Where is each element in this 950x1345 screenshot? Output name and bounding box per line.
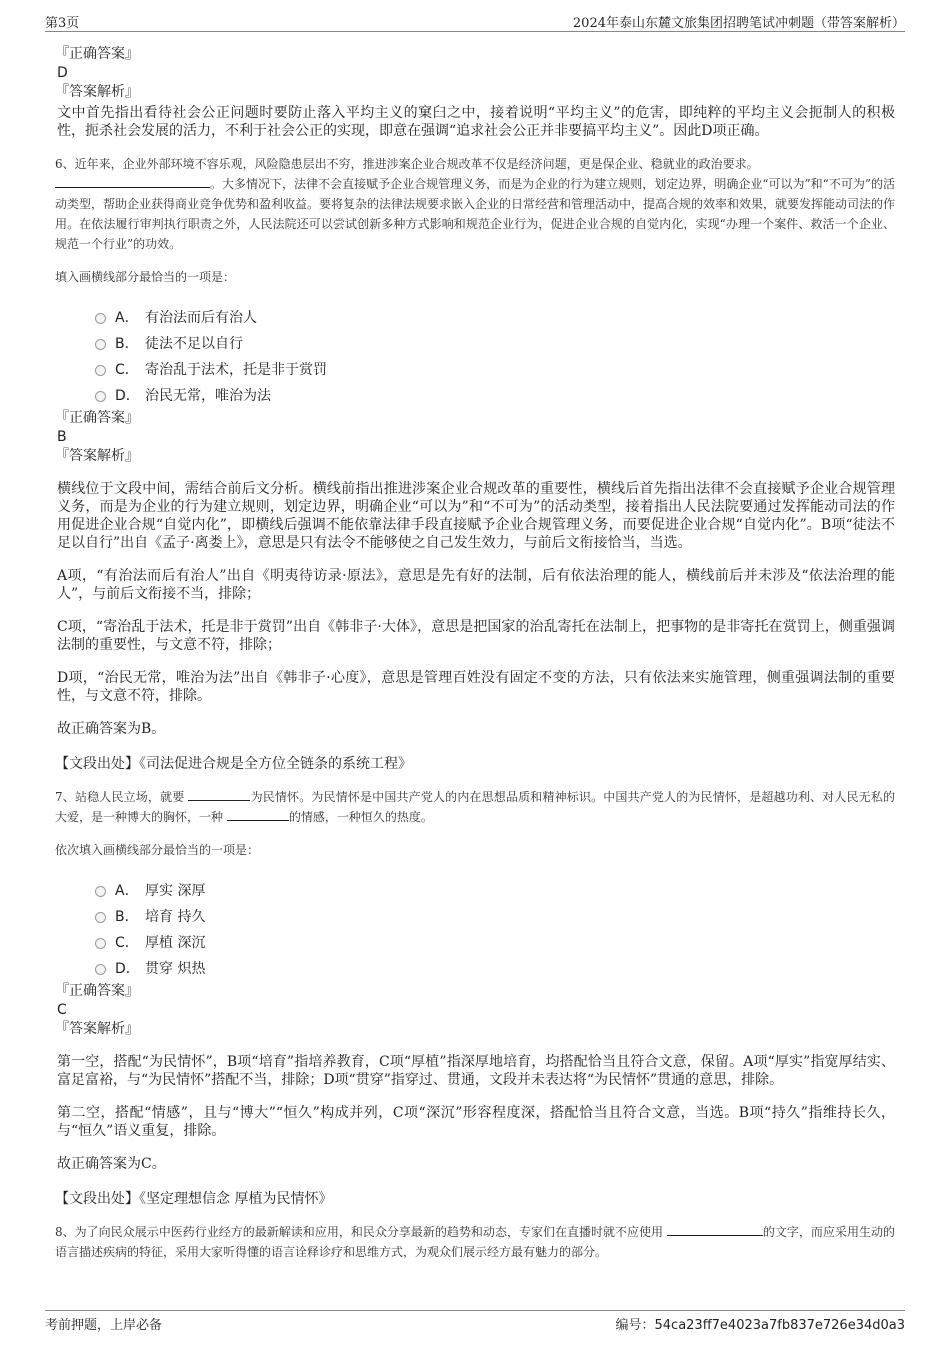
q5-analysis: 文中首先指出看待社会公正问题时要防止落入平均主义的窠臼之中，接着说明“平均主义”的危害，即纯粹的平均主义会扼制人的积极性，扼杀社会发展的活力，不利于社会公正的实现，即意在强调“追求社会公正并非要搞平均主义”。因此D项正确。 (57, 105, 895, 139)
footer-slogan: 考前押题，上岸必备 (45, 1318, 163, 1333)
document-code: 编号：54ca23ff7e4023a7fb837e726e34d0a3 (615, 1318, 905, 1333)
q7-source: 【文段出处】《坚定理想信念 厚植为民情怀》 (55, 1191, 333, 1207)
q6-prompt: 填入画横线部分最恰当的一项是： (55, 270, 236, 284)
radio-button[interactable] (95, 938, 106, 949)
correct-answer-label: 『正确答案』 (55, 410, 139, 426)
q7-stem: 7、站稳人民立场，就要 为民情怀。为民情怀是中国共产党人的内在思想品质和精神标识。中国共产党人的为民情怀，是超越功利、对人民无私的大爱，是一种博大的胸怀，一种 的情感，一种恒久的热度。 (55, 790, 895, 824)
q6-blank (55, 175, 210, 188)
q8-stem: 8、为了向民众展示中医药行业经方的最新解读和应用，和民众分享最新的趋势和动态，专家们在直播时就不应使用 的文字，而应采用生动的语言描述疾病的特征，采用大家听得懂的语言诠释诊疗和思维方式，为观众们展示经方最有魅力的部分。 (55, 1225, 895, 1259)
radio-button[interactable] (95, 912, 106, 923)
q7-blank-2 (227, 808, 289, 821)
q6-options (55, 305, 895, 409)
correct-answer-label: 『正确答案』 (55, 46, 139, 62)
q7-prompt: 依次填入画横线部分最恰当的一项是： (55, 843, 260, 857)
q7-analysis-p2: 第二空，搭配“情感”，且与“博大”“恒久”构成并列，C项“深沉”形容程度深，搭配恰当且符合文意，当选。B项“持久”指维持长久，与“恒久”语义重复，排除。 (57, 1105, 895, 1139)
q6-analysis-p4: D项，“治民无常，唯治为法”出自《韩非子·心度》，意思是管理百姓没有固定不变的方法，只有依法来实施管理，侧重强调法制的重要性，与文意不符，排除。 (57, 670, 895, 704)
q6-analysis-conclusion: 故正确答案为B。 (57, 721, 166, 737)
correct-answer-label: 『正确答案』 (55, 983, 139, 999)
radio-button[interactable] (95, 313, 106, 324)
q6-answer: B (57, 429, 67, 445)
q7-option-c[interactable]: C． 厚植 深沉 (95, 930, 895, 956)
q8-blank (667, 1223, 763, 1236)
q7-blank-1 (188, 788, 250, 801)
q6-source: 【文段出处】《司法促进合规是全方位全链条的系统工程》 (55, 756, 412, 772)
footer-divider (45, 1310, 905, 1311)
document-body (55, 45, 895, 1262)
q6-analysis-p3: C项，“寄治乱于法术，托是非于赏罚”出自《韩非子·大体》，意思是把国家的治乱寄托在法制上，把事物的是非寄托在赏罚上，侧重强调法制的重要性，与文意不符，排除； (57, 619, 895, 653)
q6-option-d[interactable]: D． 治民无常，唯治为法 (95, 383, 895, 409)
radio-button[interactable] (95, 964, 106, 975)
q6-option-c[interactable]: C． 寄治乱于法术，托是非于赏罚 (95, 357, 895, 383)
q6-option-a[interactable]: A． 有治法而后有治人 (95, 305, 895, 331)
radio-button[interactable] (95, 339, 106, 350)
analysis-label: 『答案解析』 (55, 84, 139, 100)
header-divider (45, 31, 905, 32)
q7-analysis-conclusion: 故正确答案为C。 (57, 1156, 166, 1172)
q7-answer: C (57, 1002, 67, 1018)
q5-answer: D (57, 65, 68, 81)
page-header (0, 0, 950, 32)
q7-analysis-p1: 第一空，搭配“为民情怀”，B项“培育”指培养教育，C项“厚植”指深厚地培育，均搭配恰当且符合文意，保留。A项“厚实”指宽厚结实、富足富裕，与“为民情怀”搭配不当，排除；D项“贯穿”指穿过、贯通，文段并未表达将“为民情怀”贯通的意思，排除。 (57, 1054, 895, 1088)
radio-button[interactable] (95, 886, 106, 897)
q7-option-b[interactable]: B． 培育 持久 (95, 904, 895, 930)
q7-options (55, 878, 895, 982)
analysis-label: 『答案解析』 (55, 448, 139, 464)
q7-option-a[interactable]: A． 厚实 深厚 (95, 878, 895, 904)
q7-option-d[interactable]: D． 贯穿 炽热 (95, 956, 895, 982)
document-title: 2024年泰山东麓文旅集团招聘笔试冲刺题（带答案解析） (572, 16, 905, 31)
q6-stem-part2: 。大多情况下，法律不会直接赋予企业合规管理义务，而是为企业的行为建立规则，划定边界，明确企业“可以为”和“不可为”的活动类型，帮助企业获得商业竞争优势和盈利收益。要将复杂的法律法规要求嵌入企业的日常经营和管理活动中，提高合规的效率和效果，就要发挥能动司法的作用。在依法履行审判执行职责之外，人民法院还可以尝试创新多种方式影响和规范企业行为，促进企业合规的自觉内化，实现“办理一个案件、救活一个企业、规范一个行业”的功效。 (55, 177, 896, 251)
q6-analysis-p1: 横线位于文段中间，需结合前后文分析。横线前指出推进涉案企业合规改革的重要性，横线后首先指出法律不会直接赋予企业合规管理义务，而是为企业的行为建立规则，划定边界，明确企业“可以为”和“不可为”的活动类型，接着指出人民法院要通过发挥能动司法的作用促进企业合规“自觉内化”，即横线后强调不能依靠法律手段直接赋予企业合规管理义务，而要促进企业合规“自觉内化”。B项“徒法不足以自行”出自《孟子·离娄上》，意思是只有法令不能够使之自己发生效力，与前后文衔接恰当，当选。 (57, 481, 895, 551)
radio-button[interactable] (95, 391, 106, 402)
analysis-label: 『答案解析』 (55, 1021, 139, 1037)
page-number: 第3页 (45, 16, 80, 31)
q6-stem (55, 154, 895, 254)
radio-button[interactable] (95, 365, 106, 376)
q6-analysis-p2: A项，“有治法而后有治人”出自《明夷待访录·原法》，意思是先有好的法制，后有依法治理的能人，横线前后并未涉及“依法治理的能人”，与前后文衔接不当，排除； (57, 568, 895, 602)
page-footer (0, 1310, 950, 1345)
q6-stem-part1: 6、近年来，企业外部环境不容乐观，风险隐患层出不穷，推进涉案企业合规改革不仅是经济问题，更是保企业、稳就业的政治要求。 (55, 157, 759, 171)
q6-option-b[interactable]: B． 徒法不足以自行 (95, 331, 895, 357)
